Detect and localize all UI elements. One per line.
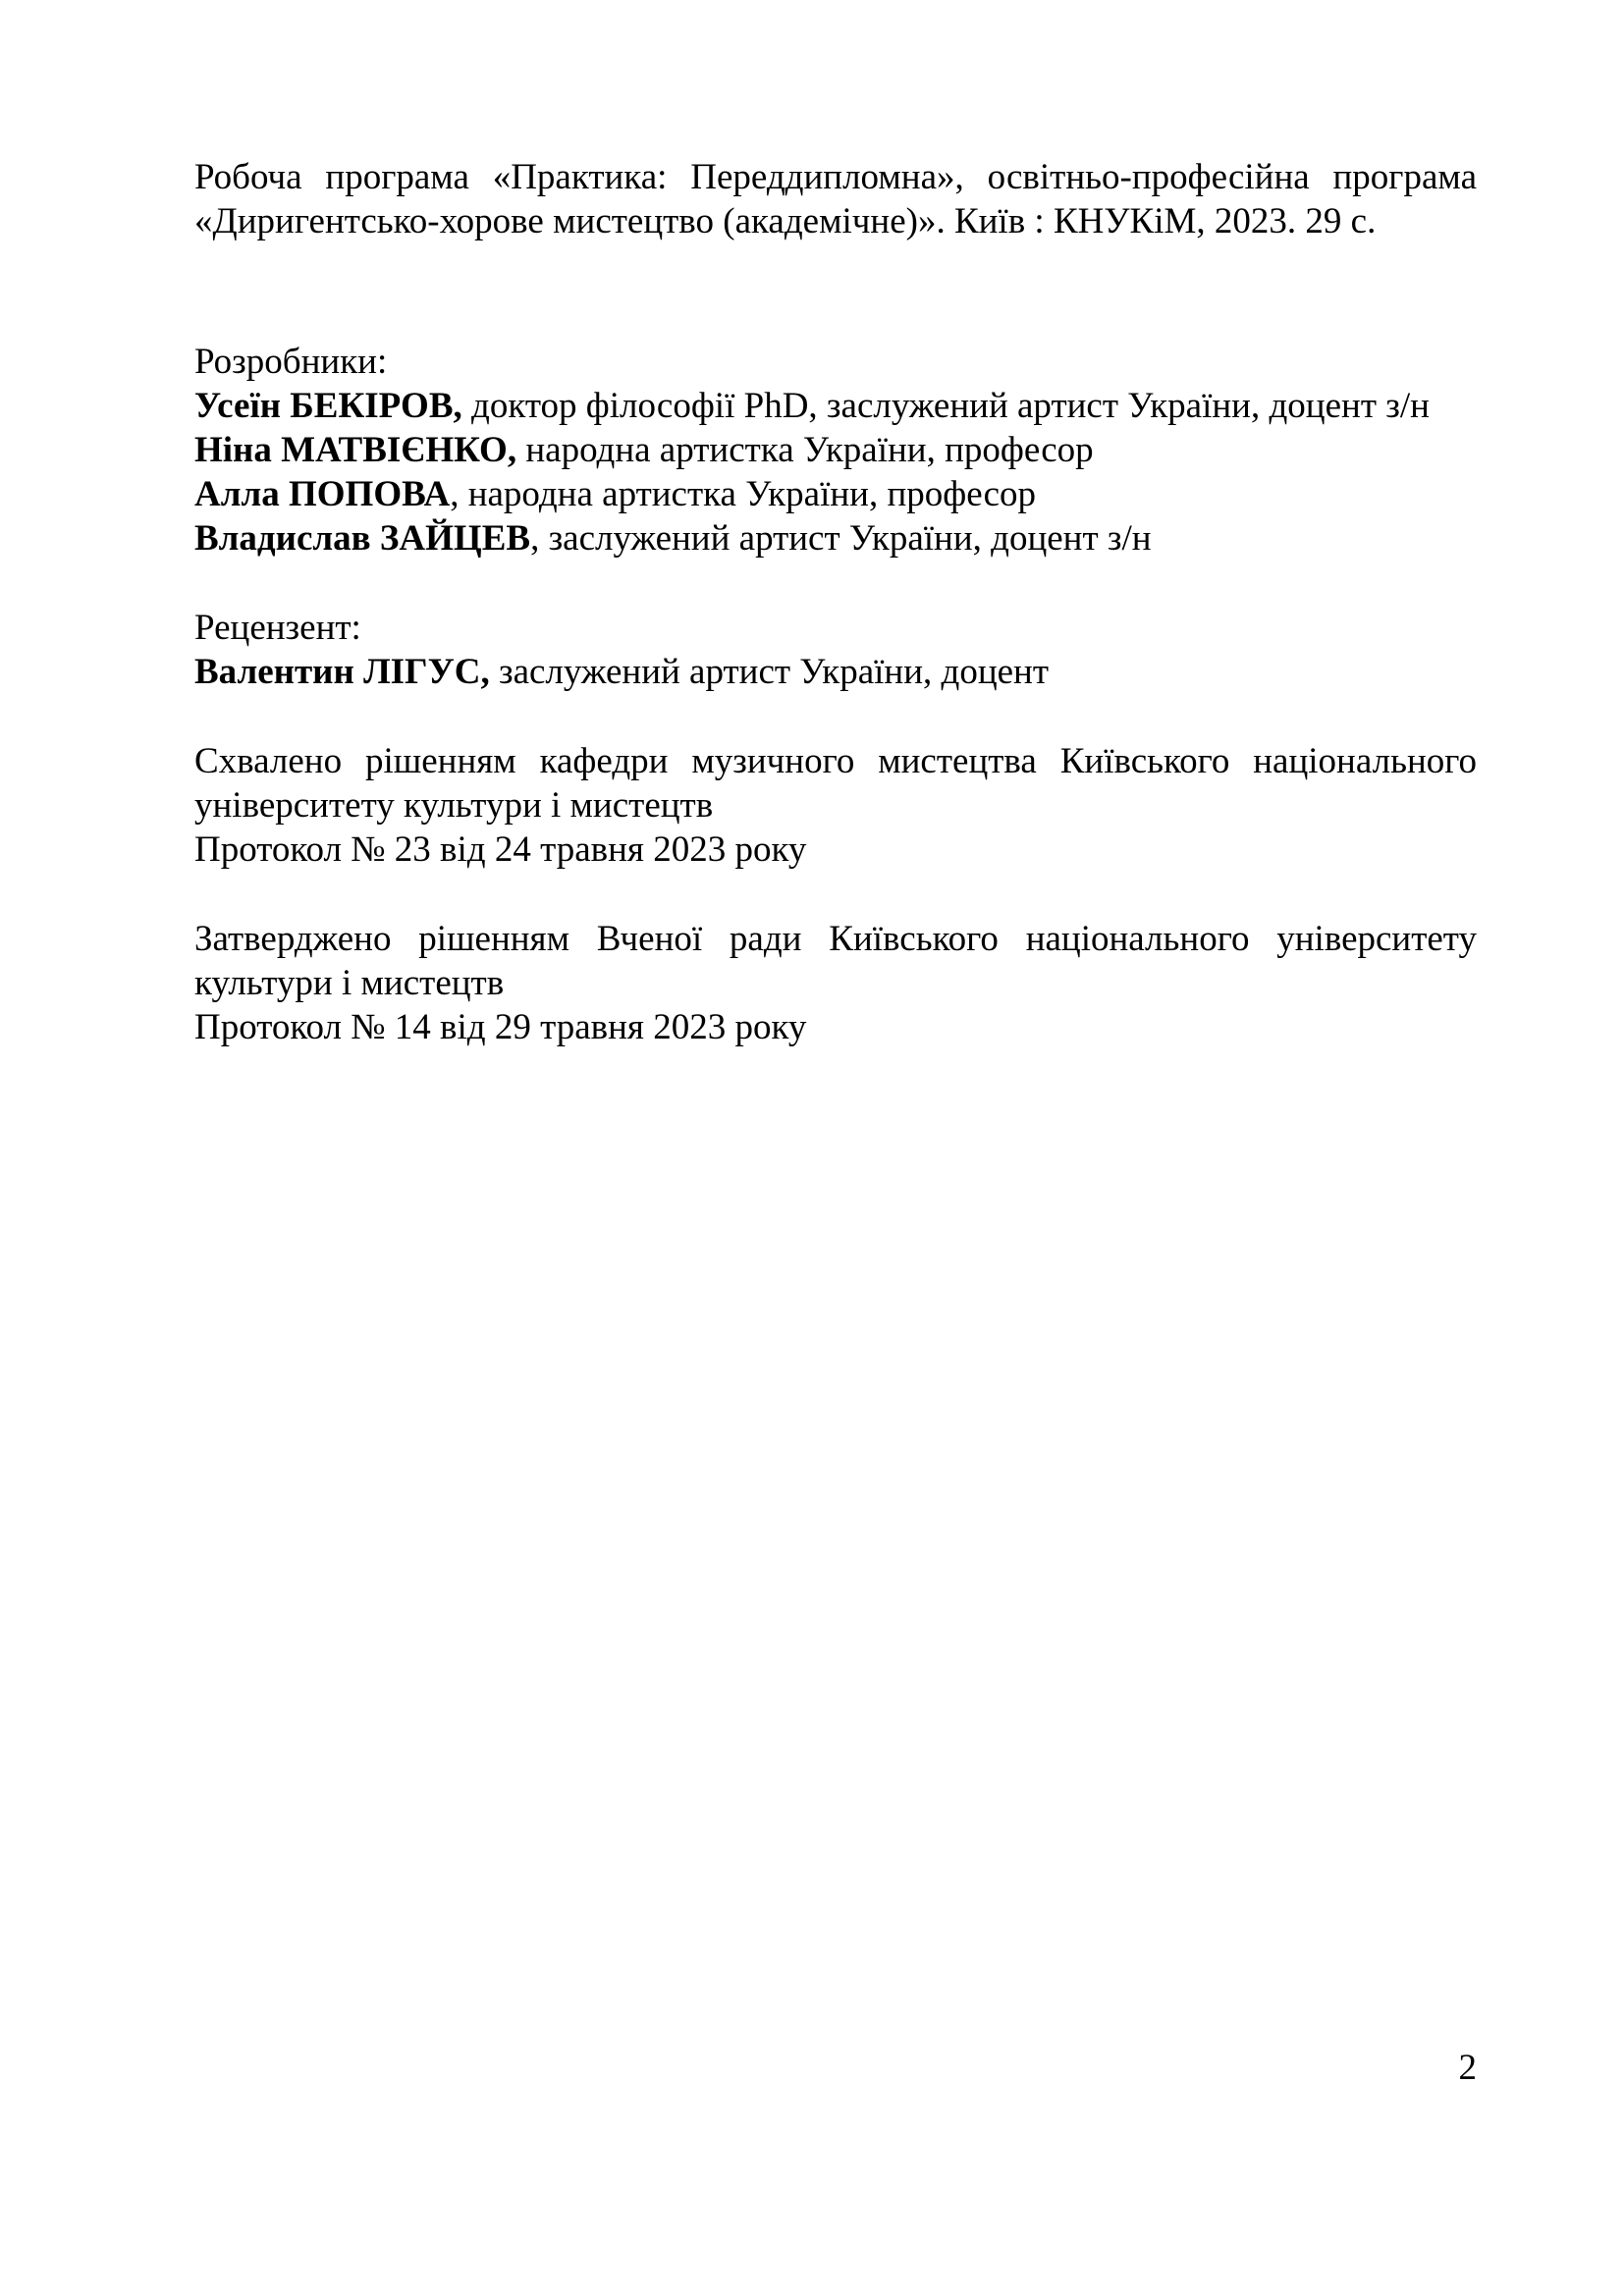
developer-description: , заслужений артист України, доцент з/н xyxy=(530,518,1152,559)
developer-description: народна артистка України, професор xyxy=(516,430,1094,470)
developer-name: Владислав ЗАЙЦЕВ xyxy=(194,518,531,559)
reviewer-section xyxy=(194,606,1477,694)
reviewer-entry xyxy=(194,650,1477,694)
reviewer-heading: Рецензент: xyxy=(194,608,361,648)
reviewer-name: Валентин ЛІГУС, xyxy=(194,652,490,692)
developer-description: доктор філософії PhD, заслужений артист України, доцент з/н xyxy=(461,386,1430,426)
page-content xyxy=(194,155,1477,1049)
developer-entry xyxy=(194,472,1477,516)
academic-council-protocol: Протокол № 14 від 29 травня 2023 року xyxy=(194,1007,807,1047)
developer-entry xyxy=(194,384,1477,428)
department-approval-protocol: Протокол № 23 від 24 травня 2023 року xyxy=(194,829,807,870)
developers-heading: Розробники: xyxy=(194,342,388,382)
academic-council-text: Затверджено рішенням Вченої ради Київського національного університету культури і мистецтв xyxy=(194,919,1477,1003)
developer-description: , народна артистка України, професор xyxy=(450,474,1036,514)
academic-council-section xyxy=(194,917,1477,1049)
developers-section xyxy=(194,340,1477,561)
developer-name: Усеїн БЕКІРОВ, xyxy=(194,386,462,426)
page-number: 2 xyxy=(1458,2048,1477,2088)
developer-entry xyxy=(194,516,1477,561)
developer-name: Алла ПОПОВА xyxy=(194,474,451,514)
developer-entry xyxy=(194,428,1477,472)
developer-name: Ніна МАТВІЄНКО, xyxy=(194,430,517,470)
bibliographic-citation: Робоча програма «Практика: Переддипломна», освітньо-професійна програма «Диригентсько-хорове мистецтво (академічне)». Київ : КНУКіМ, 2023. 29 с. xyxy=(194,157,1477,241)
department-approval-section xyxy=(194,739,1477,872)
reviewer-description: заслужений артист України, доцент xyxy=(489,652,1050,692)
department-approval-text: Схвалено рішенням кафедри музичного мистецтва Київського національного університету культури і мистецтв xyxy=(194,741,1477,826)
